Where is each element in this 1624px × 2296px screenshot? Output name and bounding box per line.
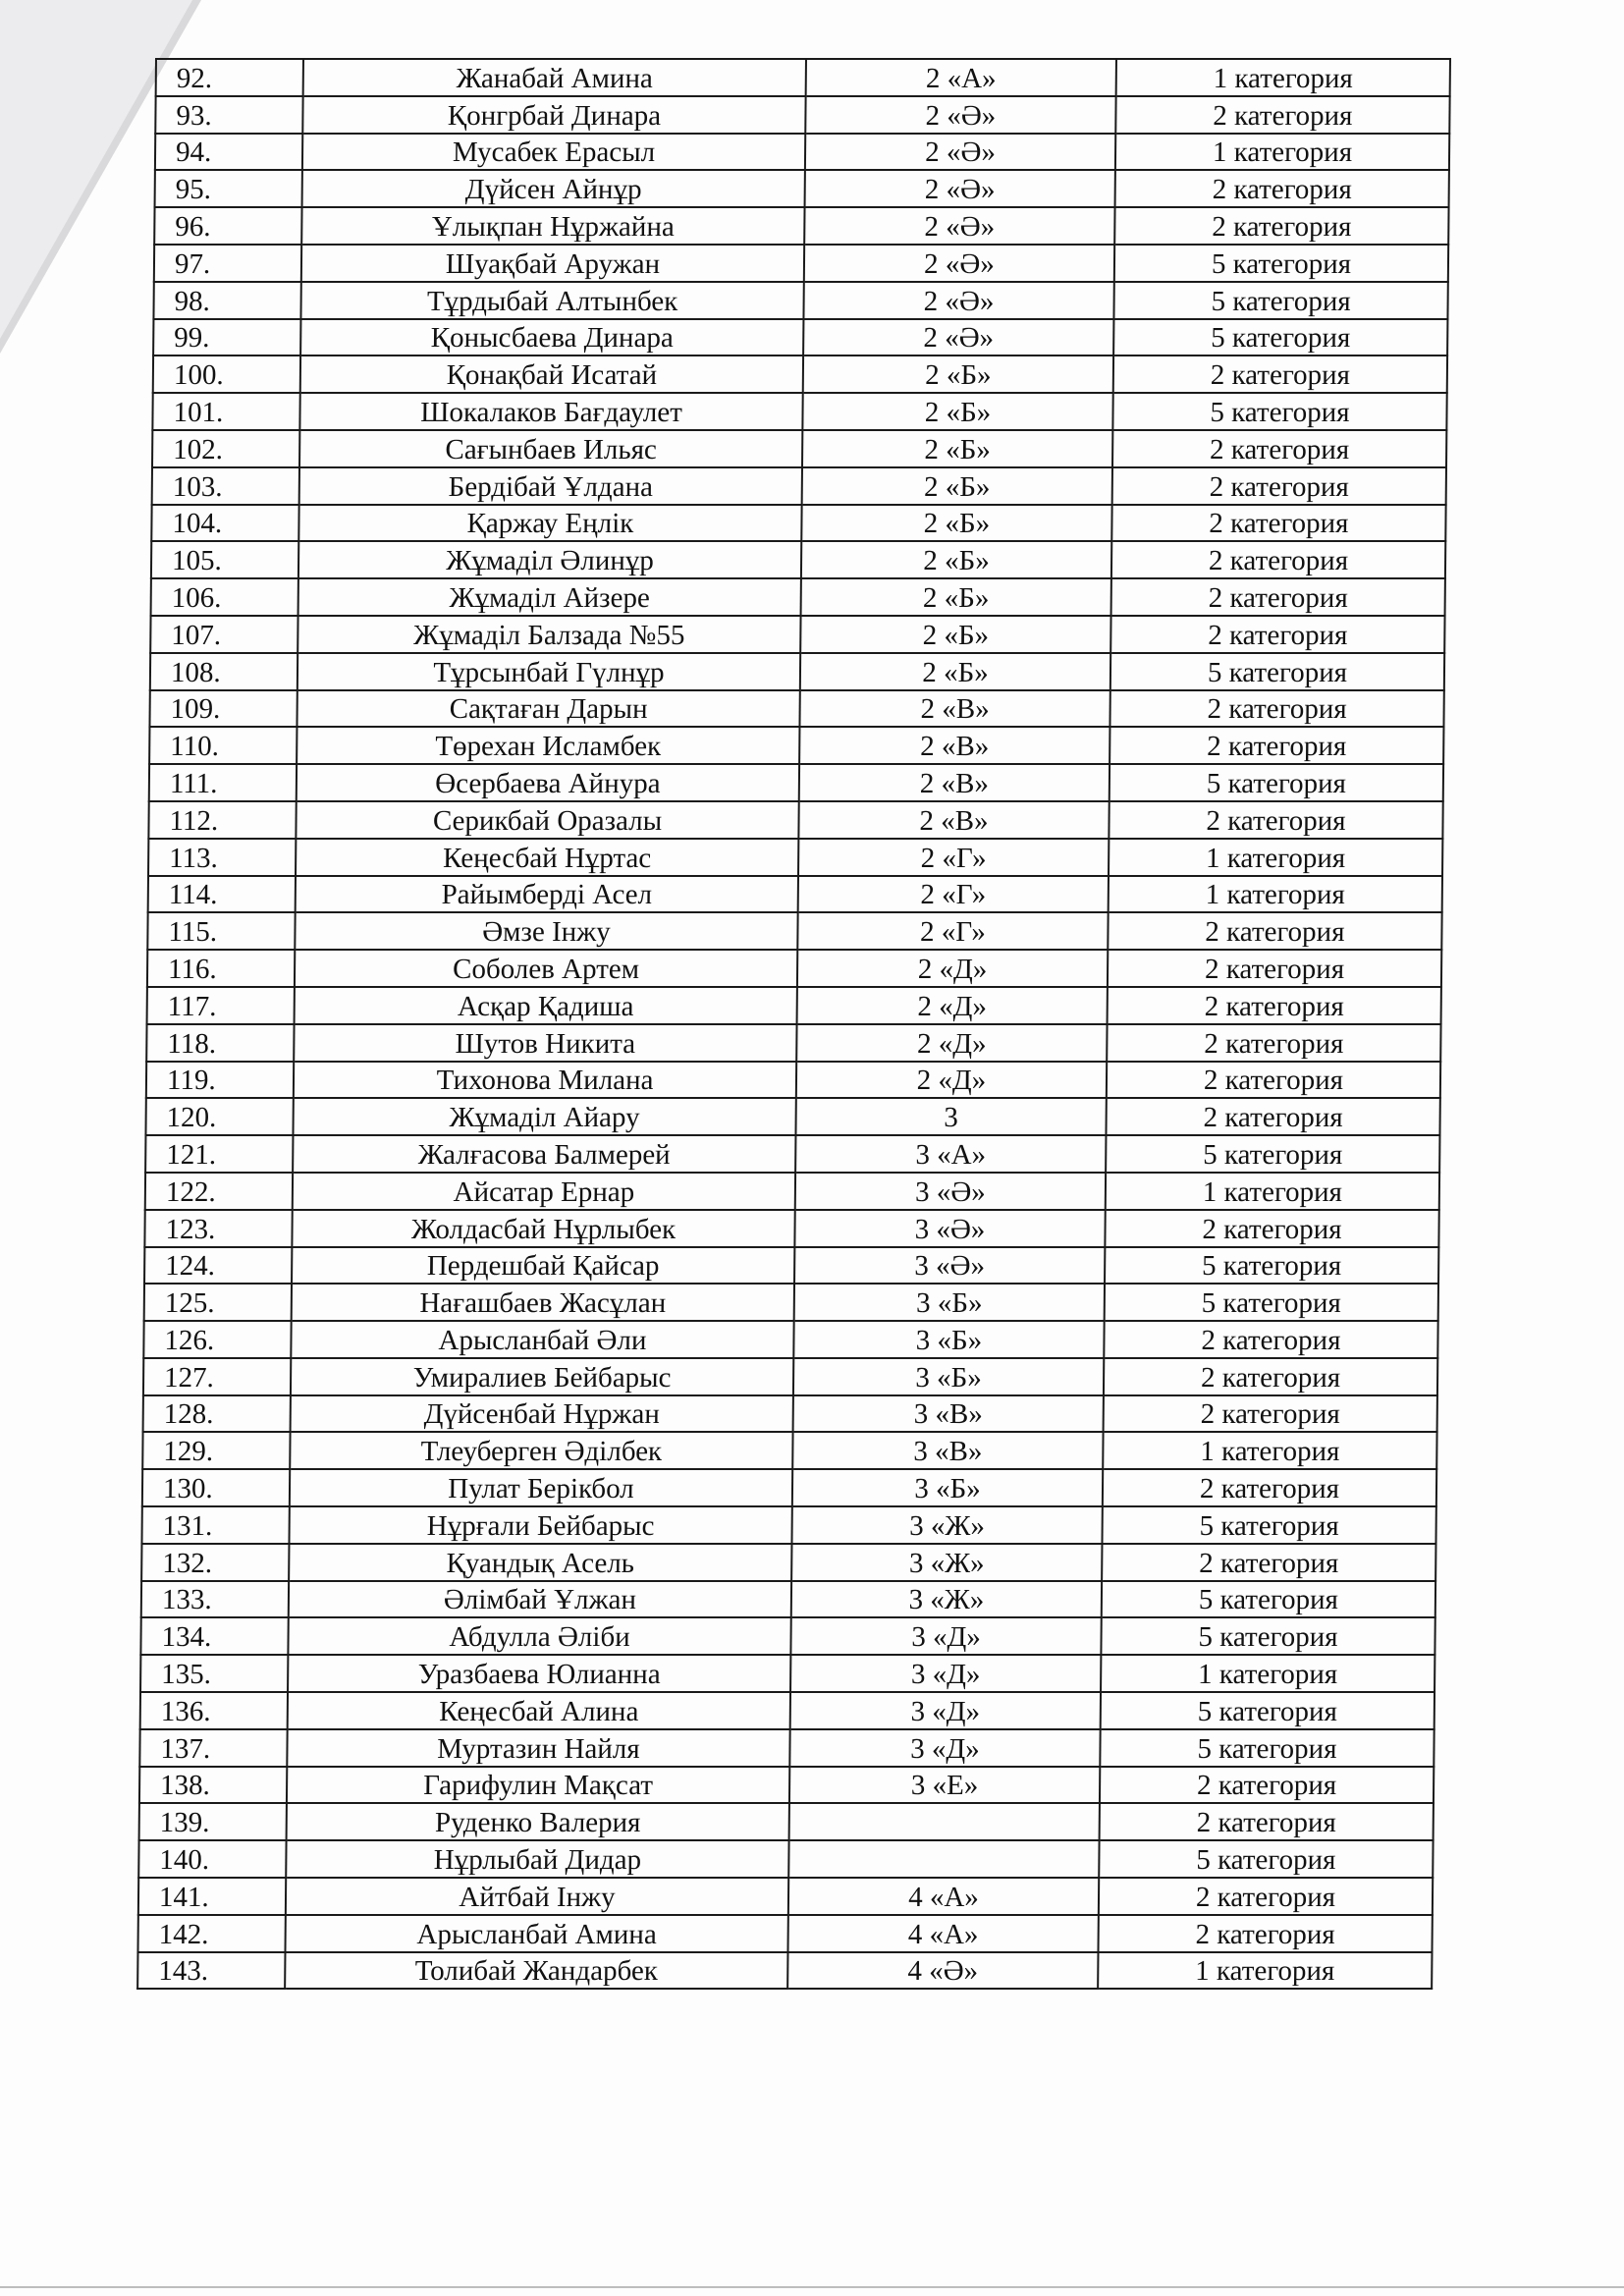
row-number-cell: 133. <box>141 1581 289 1618</box>
table-row <box>144 1210 1438 1247</box>
class-cell: 4 «А» <box>787 1915 1098 1952</box>
row-number-cell: 96. <box>154 207 301 245</box>
class-cell: 2 «Г» <box>797 912 1108 950</box>
class-cell: 3 «А» <box>795 1135 1106 1173</box>
class-cell: 2 «Б» <box>803 355 1113 393</box>
category-cell: 2 категория <box>1110 616 1444 653</box>
row-number-cell: 126. <box>143 1321 291 1358</box>
category-cell: 2 категория <box>1115 96 1449 134</box>
category-cell: 5 категория <box>1105 1284 1438 1321</box>
table-row <box>148 839 1442 876</box>
class-cell: 2 «Ә» <box>804 245 1114 282</box>
table-row <box>151 505 1445 542</box>
class-cell: 2 «В» <box>798 801 1109 839</box>
class-cell: 3 «Б» <box>792 1469 1103 1506</box>
student-name-cell: Уразбаева Юлианна <box>288 1655 790 1692</box>
category-cell: 2 категория <box>1115 170 1449 207</box>
student-name-cell: Арысланбай Әли <box>291 1321 793 1358</box>
student-name-cell: Жұмаділ Балзада №55 <box>298 616 800 653</box>
table-row <box>142 1469 1436 1506</box>
row-number-cell: 120. <box>145 1098 293 1135</box>
table-row <box>137 1915 1432 1952</box>
scan-bottom-edge <box>0 2286 1624 2288</box>
row-number-cell: 143. <box>137 1952 285 1990</box>
category-cell: 2 категория <box>1109 801 1442 839</box>
student-name-cell: Тихонова Милана <box>294 1062 796 1099</box>
row-number-cell: 139. <box>139 1803 287 1840</box>
class-cell: 2 «Б» <box>801 578 1111 616</box>
category-cell: 2 категория <box>1111 505 1445 542</box>
table-row <box>144 1284 1438 1321</box>
table-row <box>138 1840 1433 1878</box>
category-cell: 5 категория <box>1110 653 1444 690</box>
row-number-cell: 141. <box>138 1878 286 1915</box>
category-cell: 5 категория <box>1102 1581 1435 1618</box>
row-number-cell: 109. <box>149 690 297 728</box>
table-row <box>155 134 1449 171</box>
table-row <box>151 578 1445 616</box>
category-cell: 1 категория <box>1115 134 1449 171</box>
student-name-cell: Райымберді Асел <box>296 876 798 913</box>
class-cell: 2 «Д» <box>797 950 1108 987</box>
class-cell: 2 «Б» <box>801 505 1111 542</box>
class-cell: 2 «Ә» <box>805 170 1115 207</box>
category-cell: 5 категория <box>1112 393 1446 430</box>
student-name-cell: Абдулла Әліби <box>288 1617 790 1655</box>
category-cell: 5 категория <box>1106 1135 1439 1173</box>
class-cell: 3 «Д» <box>790 1617 1101 1655</box>
table-row <box>139 1803 1434 1840</box>
row-number-cell: 108. <box>150 653 298 690</box>
class-cell: 3 «Д» <box>790 1692 1101 1729</box>
category-cell: 2 категория <box>1112 467 1446 505</box>
category-cell: 5 категория <box>1113 282 1447 319</box>
category-cell: 5 категория <box>1099 1840 1433 1878</box>
student-name-cell: Тлеуберген Әділбек <box>290 1432 792 1469</box>
student-name-cell: Әлімбай Ұлжан <box>289 1581 791 1618</box>
student-name-cell: Жұмаділ Әлинұр <box>298 541 801 578</box>
student-name-cell: Кеңесбай Алина <box>288 1692 790 1729</box>
category-cell: 5 категория <box>1102 1506 1435 1544</box>
student-name-cell: Пердешбай Қайсар <box>292 1247 794 1285</box>
row-number-cell: 95. <box>155 170 302 207</box>
row-number-cell: 105. <box>151 541 298 578</box>
row-number-cell: 130. <box>142 1469 290 1506</box>
row-number-cell: 138. <box>139 1767 287 1804</box>
category-cell: 1 категория <box>1103 1432 1436 1469</box>
class-cell: 4 «А» <box>788 1878 1099 1915</box>
row-number-cell: 102. <box>152 430 299 467</box>
row-number-cell: 110. <box>149 727 297 764</box>
student-category-table <box>136 58 1451 1990</box>
table-row <box>153 282 1447 319</box>
category-cell: 2 категория <box>1104 1321 1437 1358</box>
student-name-cell: Дүйсенбай Нұржан <box>291 1395 793 1433</box>
row-number-cell: 134. <box>140 1617 288 1655</box>
table-row <box>154 245 1448 282</box>
table-row <box>148 801 1442 839</box>
class-cell: 2 «Д» <box>796 1062 1107 1099</box>
class-cell: 2 «Д» <box>797 987 1108 1024</box>
student-name-cell: Нұрлыбай Дидар <box>286 1840 788 1878</box>
table-row <box>151 541 1445 578</box>
class-cell: 4 «Ә» <box>787 1952 1098 1990</box>
class-cell: 3 «Ә» <box>795 1173 1106 1210</box>
class-cell: 3 «Ж» <box>791 1581 1102 1618</box>
category-cell: 2 категория <box>1112 430 1446 467</box>
category-cell: 1 категория <box>1106 1173 1439 1210</box>
student-name-cell: Жанабай Амина <box>303 59 806 96</box>
category-cell: 2 категория <box>1105 1210 1438 1247</box>
student-name-cell: Жолдасбай Нұрлыбек <box>292 1210 794 1247</box>
table-body <box>137 59 1450 1989</box>
table-row <box>141 1581 1435 1618</box>
row-number-cell: 98. <box>153 282 300 319</box>
class-cell: 2 «Ә» <box>805 96 1115 134</box>
class-cell: 2 «Ә» <box>803 319 1113 356</box>
student-name-cell: Шуақбай Аружан <box>301 245 804 282</box>
table-row <box>156 59 1450 96</box>
row-number-cell: 101. <box>152 393 299 430</box>
student-name-cell: Қонгрбай Динара <box>302 96 805 134</box>
table-row <box>141 1544 1435 1581</box>
row-number-cell: 113. <box>148 839 296 876</box>
class-cell: 3 «В» <box>792 1432 1103 1469</box>
student-name-cell: Мусабек Ерасыл <box>302 134 805 171</box>
category-cell: 2 категория <box>1107 1062 1440 1099</box>
class-cell: 2 «Г» <box>798 839 1109 876</box>
category-cell: 2 категория <box>1106 1098 1439 1135</box>
student-name-cell: Бердібай Ұлдана <box>299 467 802 505</box>
row-number-cell: 119. <box>146 1062 294 1099</box>
category-cell: 1 категория <box>1109 839 1442 876</box>
row-number-cell: 106. <box>151 578 298 616</box>
row-number-cell: 92. <box>156 59 303 96</box>
class-cell: 2 «Б» <box>800 653 1110 690</box>
student-name-cell: Ұлықпан Нұржайна <box>301 207 804 245</box>
student-name-cell: Қаржау Еңлік <box>298 505 801 542</box>
row-number-cell: 128. <box>143 1395 291 1433</box>
student-name-cell: Серикбай Оразалы <box>296 801 798 839</box>
category-cell: 1 категория <box>1098 1952 1432 1990</box>
student-name-cell: Сақтаған Дарын <box>297 690 799 728</box>
table-row <box>149 727 1443 764</box>
category-cell: 2 категория <box>1104 1358 1437 1395</box>
row-number-cell: 129. <box>142 1432 290 1469</box>
student-name-cell: Шутов Никита <box>294 1024 796 1062</box>
category-cell: 2 категория <box>1104 1395 1437 1433</box>
table-row <box>154 207 1448 245</box>
category-cell: 2 категория <box>1100 1803 1434 1840</box>
class-cell <box>789 1803 1100 1840</box>
class-cell: 2 «Ә» <box>804 207 1114 245</box>
row-number-cell: 94. <box>155 134 302 171</box>
table-row <box>144 1247 1438 1285</box>
student-name-cell: Руденко Валерия <box>287 1803 789 1840</box>
category-cell: 2 категория <box>1110 727 1443 764</box>
student-name-cell: Умиралиев Бейбарыс <box>291 1358 793 1395</box>
row-number-cell: 123. <box>144 1210 292 1247</box>
table-row <box>149 764 1443 801</box>
row-number-cell: 136. <box>140 1692 288 1729</box>
row-number-cell: 112. <box>148 801 296 839</box>
student-name-cell: Асқар Қадиша <box>295 987 797 1024</box>
category-cell: 5 категория <box>1114 245 1448 282</box>
table-row <box>146 1062 1440 1099</box>
table-row <box>147 987 1441 1024</box>
table-row <box>139 1767 1434 1804</box>
row-number-cell: 93. <box>155 96 302 134</box>
table-row <box>140 1617 1435 1655</box>
category-cell: 5 категория <box>1105 1247 1438 1285</box>
class-cell: 3 «Ә» <box>794 1247 1105 1285</box>
class-cell: 3 «Б» <box>793 1321 1104 1358</box>
class-cell: 2 «В» <box>799 764 1110 801</box>
category-cell: 5 категория <box>1113 319 1447 356</box>
table-row <box>141 1506 1435 1544</box>
row-number-cell: 142. <box>137 1915 285 1952</box>
table-row <box>147 912 1441 950</box>
table-row <box>152 393 1446 430</box>
table-row <box>142 1432 1436 1469</box>
student-name-cell: Айтбай Інжу <box>286 1878 788 1915</box>
student-name-cell: Толибай Жандарбек <box>285 1952 787 1990</box>
row-number-cell: 125. <box>144 1284 292 1321</box>
class-cell: 2 «Ә» <box>803 282 1113 319</box>
row-number-cell: 97. <box>154 245 301 282</box>
category-cell: 2 категория <box>1100 1767 1434 1804</box>
class-cell: 3 «Ж» <box>791 1506 1102 1544</box>
row-number-cell: 117. <box>147 987 295 1024</box>
student-name-cell: Нағашбаев Жасұлан <box>292 1284 794 1321</box>
class-cell: 2 «Б» <box>801 541 1111 578</box>
row-number-cell: 132. <box>141 1544 289 1581</box>
category-cell: 1 категория <box>1101 1655 1435 1692</box>
row-number-cell: 127. <box>143 1358 291 1395</box>
student-name-cell: Арысланбай Амина <box>285 1915 787 1952</box>
table-row <box>149 690 1443 728</box>
class-cell: 3 «Б» <box>794 1284 1105 1321</box>
class-cell: 2 «Г» <box>798 876 1109 913</box>
row-number-cell: 140. <box>138 1840 286 1878</box>
student-name-cell: Қонысбаева Динара <box>300 319 803 356</box>
table-row <box>146 1024 1440 1062</box>
table-row <box>152 430 1446 467</box>
class-cell: 3 «Ә» <box>794 1210 1105 1247</box>
category-cell: 5 категория <box>1100 1729 1434 1767</box>
category-cell: 2 категория <box>1108 987 1441 1024</box>
category-cell: 2 категория <box>1102 1544 1435 1581</box>
student-name-cell: Пулат Берікбол <box>290 1469 792 1506</box>
row-number-cell: 115. <box>147 912 295 950</box>
row-number-cell: 114. <box>148 876 296 913</box>
category-cell: 2 категория <box>1103 1469 1436 1506</box>
student-name-cell: Тұрсынбай Гүлнұр <box>298 653 800 690</box>
table-row <box>145 1173 1439 1210</box>
class-cell: 2 «Б» <box>800 616 1110 653</box>
row-number-cell: 104. <box>151 505 298 542</box>
student-name-cell: Тұрдыбай Алтынбек <box>300 282 803 319</box>
class-cell: 2 «Б» <box>802 393 1112 430</box>
student-name-cell: Муртазин Найля <box>287 1729 789 1767</box>
class-cell: 3 «Ж» <box>791 1544 1102 1581</box>
category-cell: 2 категория <box>1110 690 1443 728</box>
category-cell: 2 категория <box>1111 578 1445 616</box>
student-name-cell: Шокалаков Бағдаулет <box>299 393 802 430</box>
row-number-cell: 135. <box>140 1655 288 1692</box>
student-name-cell: Сағынбаев Ильяс <box>299 430 802 467</box>
row-number-cell: 116. <box>147 950 295 987</box>
table-row <box>150 616 1444 653</box>
student-name-cell: Әмзе Інжу <box>295 912 797 950</box>
table-row <box>148 876 1442 913</box>
student-name-cell: Өсербаева Айнура <box>297 764 799 801</box>
category-cell: 2 категория <box>1107 1024 1440 1062</box>
category-cell: 1 категория <box>1109 876 1442 913</box>
category-cell: 5 категория <box>1101 1692 1435 1729</box>
category-cell: 2 категория <box>1113 355 1447 393</box>
class-cell: 2 «В» <box>799 690 1110 728</box>
student-name-cell: Гарифулин Мақсат <box>287 1767 789 1804</box>
row-number-cell: 121. <box>145 1135 293 1173</box>
table-row <box>145 1135 1439 1173</box>
row-number-cell: 103. <box>152 467 299 505</box>
table-row <box>139 1729 1434 1767</box>
category-cell: 2 категория <box>1108 912 1441 950</box>
table-row <box>153 355 1447 393</box>
category-cell: 5 категория <box>1110 764 1443 801</box>
row-number-cell: 124. <box>144 1247 292 1285</box>
table-row <box>140 1655 1435 1692</box>
row-number-cell: 100. <box>153 355 300 393</box>
student-name-cell: Жалғасова Балмерей <box>293 1135 795 1173</box>
student-name-cell: Соболев Артем <box>295 950 797 987</box>
class-cell: 2 «А» <box>806 59 1116 96</box>
class-cell: 2 «Ә» <box>805 134 1115 171</box>
student-name-cell: Дүйсен Айнұр <box>302 170 805 207</box>
student-name-cell: Жұмаділ Айзере <box>298 578 801 616</box>
student-name-cell: Нұрғали Бейбарыс <box>289 1506 791 1544</box>
table-row <box>143 1395 1437 1433</box>
student-name-cell: Айсатар Ернар <box>293 1173 795 1210</box>
student-name-cell: Жұмаділ Айару <box>293 1098 795 1135</box>
table-row <box>155 170 1449 207</box>
class-cell: 3 «Д» <box>790 1655 1101 1692</box>
row-number-cell: 107. <box>150 616 298 653</box>
class-cell: 3 «Д» <box>789 1729 1100 1767</box>
student-name-cell: Қонақбай Исатай <box>300 355 803 393</box>
category-cell: 2 категория <box>1108 950 1441 987</box>
table-row <box>150 653 1444 690</box>
table-row <box>155 96 1449 134</box>
row-number-cell: 99. <box>153 319 300 356</box>
table-row <box>147 950 1441 987</box>
row-number-cell: 137. <box>139 1729 287 1767</box>
class-cell <box>788 1840 1099 1878</box>
table-row <box>152 467 1446 505</box>
class-cell: 3 «В» <box>793 1395 1104 1433</box>
row-number-cell: 131. <box>141 1506 289 1544</box>
table-row <box>138 1878 1433 1915</box>
category-cell: 2 категория <box>1111 541 1445 578</box>
class-cell: 2 «Б» <box>802 467 1112 505</box>
category-cell: 2 категория <box>1114 207 1448 245</box>
row-number-cell: 122. <box>145 1173 293 1210</box>
class-cell: 2 «Д» <box>796 1024 1107 1062</box>
category-cell: 1 категория <box>1116 59 1450 96</box>
table-row <box>143 1358 1437 1395</box>
table-row <box>153 319 1447 356</box>
student-name-cell: Кеңесбай Нұртас <box>296 839 798 876</box>
class-cell: 3 «Е» <box>789 1767 1100 1804</box>
category-cell: 2 категория <box>1099 1878 1433 1915</box>
row-number-cell: 111. <box>149 764 297 801</box>
student-name-cell: Төрехан Исламбек <box>297 727 799 764</box>
class-cell: 3 <box>795 1098 1106 1135</box>
class-cell: 2 «В» <box>799 727 1110 764</box>
category-cell: 2 категория <box>1098 1915 1432 1952</box>
class-cell: 3 «Б» <box>793 1358 1104 1395</box>
student-name-cell: Қуандық Асель <box>289 1544 791 1581</box>
category-cell: 5 категория <box>1101 1617 1435 1655</box>
table-row <box>145 1098 1439 1135</box>
table-row <box>137 1952 1432 1990</box>
table-row <box>143 1321 1437 1358</box>
row-number-cell: 118. <box>146 1024 294 1062</box>
table-row <box>140 1692 1435 1729</box>
class-cell: 2 «Б» <box>802 430 1112 467</box>
